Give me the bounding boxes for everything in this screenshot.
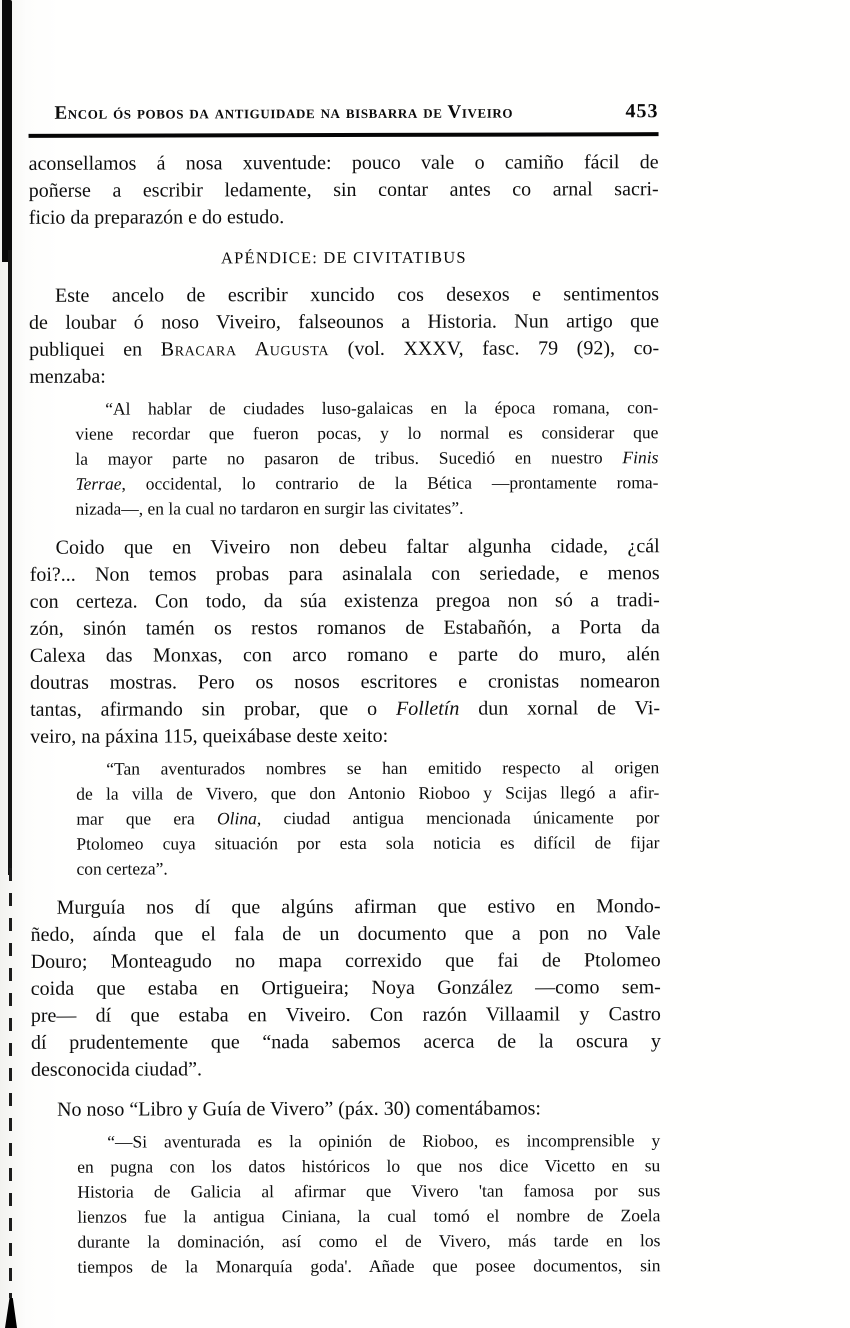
text-line (31, 893, 661, 922)
italic-text: Terrae (75, 473, 122, 494)
text-line (30, 641, 660, 670)
page-header (28, 99, 658, 126)
text-line (31, 1095, 661, 1124)
paragraph (31, 1095, 661, 1124)
text-line (30, 614, 660, 643)
text-line (30, 695, 660, 724)
text-segment: , ciudad antigua mencionada únicamente por (256, 807, 660, 829)
running-title: Encol ós pobos da antiguidade na bisbarra de Viveiro (54, 101, 514, 124)
text-segment: “Tan aventurados nombres se han emitido respecto al origen (106, 757, 660, 779)
text-line (31, 974, 661, 1003)
text-line (75, 395, 658, 422)
text-segment: nizada—, en la cual no tardaron en surgir las civitates”. (75, 497, 464, 519)
text-segment: lienzos fue la antigua Ciniana, la cual tomó el nombre de Zoela (77, 1205, 661, 1227)
text-segment: mar que era (76, 808, 218, 829)
text-line (75, 445, 658, 472)
binding-shadow-bar-top (2, 0, 12, 262)
text-segment: Coido que en Viveiro non debeu faltar algunha cidade, ¿cál (55, 535, 660, 559)
text-line (31, 947, 661, 976)
text-segment: dun xornal de Vi- (459, 697, 661, 720)
text-line (77, 1178, 660, 1205)
text-line (75, 420, 658, 447)
text-segment: “—Si aventurada es la opinión de Rioboo, es incomprensible y (107, 1130, 661, 1152)
text-segment: con certeza”. (76, 858, 168, 879)
text-segment: Este ancelo de escribir xuncido cos desexos e sentimentos (54, 283, 659, 307)
header-rule (29, 132, 659, 138)
text-line (77, 1203, 660, 1230)
text-line (76, 805, 659, 832)
text-segment: “Al hablar de ciudades luso-galaicas en la época romana, con- (105, 397, 659, 419)
text-segment: aconsellamos á nosa xuventude: pouco vale o camiño fácil de (28, 151, 659, 175)
block-quote (75, 395, 658, 522)
text-line (30, 533, 660, 562)
text-segment: pre— dí que estaba en Viveiro. Con razón Villaamil y Castro (30, 1003, 661, 1027)
italic-text: Finis (622, 447, 659, 468)
text-line (75, 495, 658, 522)
text-line (29, 362, 659, 391)
text-line (76, 755, 659, 782)
text-line (77, 1228, 660, 1255)
binding-shadow-bar-foot (2, 1298, 17, 1328)
block-quote (77, 1128, 660, 1280)
text-segment: publiquei en (29, 338, 161, 361)
text-line (29, 308, 659, 337)
text-segment: tiempos de la Monarquía goda'. Añade que posee documentos, sin (77, 1255, 661, 1277)
text-line (30, 722, 660, 751)
page-content (28, 99, 661, 1280)
text-segment: Ptolomeo cuya situación por esta sola noticia es difícil de fijar (76, 832, 660, 854)
text-line (76, 780, 659, 807)
paragraph (31, 893, 661, 1084)
text-line (30, 668, 660, 697)
text-line (75, 470, 658, 497)
text-segment: Murguía nos dí que algúns afirman que estivo en Mondo- (56, 895, 661, 919)
text-segment: zón, sinón tamén os restos romanos de Estabañón, a Porta da (29, 616, 660, 640)
text-line (31, 1001, 661, 1030)
text-line (29, 281, 659, 310)
text-line (29, 203, 659, 232)
section-heading: APÉNDICE: DE CIVITATIBUS (221, 247, 467, 268)
text-line (31, 1055, 661, 1084)
text-line (77, 1128, 660, 1155)
text-segment: ficio da preparazón e do estudo. (28, 206, 285, 229)
binding-shadow-bar-dashed (9, 868, 12, 1298)
text-segment: No noso “Libro y Guía de Vivero” (páx. 30) comentábamos: (57, 1097, 541, 1121)
text-line (30, 560, 660, 589)
text-segment: tantas, afirmando sin probar, que o (30, 697, 397, 721)
text-segment: la mayor parte no pasaron de tribus. Sucedió en nuestro (75, 447, 623, 469)
text-line (77, 1153, 660, 1180)
text-segment: en pugna con los datos históricos lo que nos dice Vicetto en su (77, 1155, 661, 1177)
text-line (30, 587, 660, 616)
text-segment: , occidental, lo contrario de la Bética —prontamente roma- (121, 472, 659, 494)
paragraph (29, 281, 659, 391)
text-line (76, 830, 659, 857)
text-segment: foi?... Non temos probas para asinalala con seriedade, e menos (29, 562, 660, 586)
text-segment: poñerse a escribir ledamente, sin contar antes co arnal sacri- (28, 178, 659, 202)
italic-text: Folletín (395, 697, 460, 720)
text-segment: ñedo, aínda que el fala de un documento que a pon no Vale (30, 922, 661, 946)
text-segment: (vol. XXXV, fasc. 79 (92), co- (329, 337, 660, 361)
text-segment: coida que estaba en Ortigueira; Noya González —como sem- (30, 976, 661, 1000)
smallcaps-text: Bracara Augusta (160, 338, 330, 361)
block-quote (76, 755, 659, 882)
binding-shadow-bar-middle (8, 250, 12, 875)
text-segment: menzaba: (29, 365, 106, 388)
text-line (76, 855, 659, 882)
text-segment: veiro, na páxina 115, queixábase deste xeito: (30, 724, 389, 748)
text-segment: de loubar ó noso Viveiro, falseounos a Historia. Nun artigo que (29, 310, 660, 334)
page-number: 453 (625, 100, 659, 123)
text-line (29, 176, 659, 205)
text-line (29, 335, 659, 364)
text-segment: durante la dominación, así como el de Vivero, más tarde en los (77, 1230, 661, 1252)
text-segment: desconocida ciudad”. (30, 1058, 203, 1081)
text-line (29, 149, 659, 178)
text-segment: Calexa das Monxas, con arco romano e parte do muro, alén (29, 643, 660, 667)
italic-text: Olina (216, 808, 257, 829)
text-segment: doutras mostras. Pero os nosos escritores e cronistas nomearon (29, 670, 661, 694)
text-segment: Historia de Galicia al afirmar que Vivero 'tan famosa por sus (77, 1180, 661, 1202)
text-segment: viene recordar que fueron pocas, y lo normal es considerar que (75, 422, 659, 444)
text-segment: dí prudentemente que “nada sabemos acerca de la oscura y (30, 1030, 661, 1054)
text-body (29, 149, 662, 1280)
text-line (77, 1253, 660, 1280)
text-segment: Douro; Monteagudo no mapa correxido que fai de Ptolomeo (30, 949, 661, 973)
text-segment: con certeza. Con todo, da súa existenza pregoa non só a tradi- (29, 589, 660, 613)
paragraph (30, 533, 661, 751)
text-line (31, 920, 661, 949)
paragraph (29, 149, 659, 232)
text-line (31, 1028, 661, 1057)
text-segment: de la villa de Vivero, que don Antonio Rioboo y Scijas llegó a afir- (76, 782, 660, 804)
